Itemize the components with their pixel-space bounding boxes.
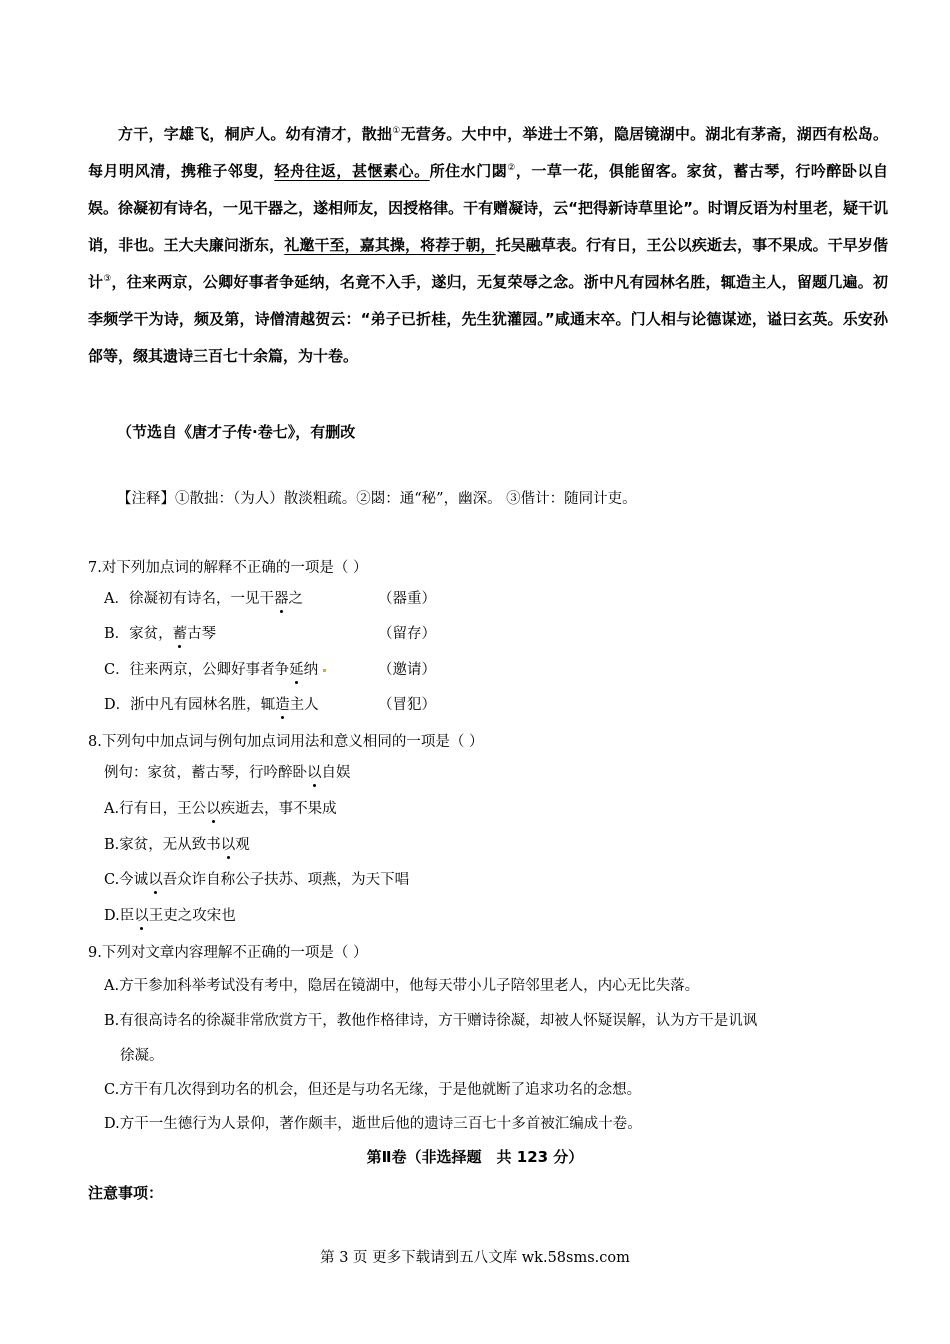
passage-text: 方干，字雄飞，桐庐人。幼有清才，散拙 xyxy=(118,125,393,143)
question-9-option-c: C.方干有几次得到功名的机会，但还是与功名无缘，于是他就断了追求功名的念想。 xyxy=(104,1082,642,1098)
question-8-option-a: A.行有日，王公以疾逝去，事不果成 xyxy=(104,797,337,818)
question-9-option-d: D.方干一生德行为人景仰，著作颇丰，逝世后他的遗诗三百七十多首被汇编成十卷。 xyxy=(104,1116,642,1132)
question-7-gloss-b: （留存） xyxy=(378,626,436,642)
question-7-option-d: D．浙中凡有园林名胜，辄造主人 xyxy=(104,693,319,714)
dotted-word: 以 xyxy=(206,797,221,818)
dotted-word: 延 xyxy=(289,658,304,679)
notes-heading: 注意事项： xyxy=(88,1184,164,1202)
question-8-example: 例句：家贫，蓄古琴，行吟醉卧以自娱 xyxy=(104,761,351,782)
question-7-gloss-d: （冒犯） xyxy=(378,697,436,713)
dotted-word: 以 xyxy=(221,833,236,854)
page-footer: 第 3 页 更多下载请到五八文库 wk.58sms.com xyxy=(320,1250,630,1266)
question-9-option-b: B.有很高诗名的徐凝非常欣赏方干，教他作格律诗，方干赠诗徐凝，却被人怀疑误解，认为方干是讥讽 xyxy=(104,1013,758,1029)
question-8-option-b: B.家贫，无从致书以观 xyxy=(104,833,250,854)
passage-text: ，一草一花，俱能留客。家贫，蓄古琴，行吟醉卧以自娱。徐凝初有诗名，一见干器之，遂相师友，因授格律。干有赠凝诗，云“把得新诗草里论”。时谓反语为村里老，疑干讥诮，非也。王大夫廉问浙东， xyxy=(88,162,888,254)
annotation-note: 【注释】①散拙：（为人）散淡粗疏。②閟：通“秘”，幽深。 ③偕计：随同计吏。 xyxy=(117,491,637,507)
dotted-word: 以 xyxy=(148,868,163,889)
question-7-gloss-c: （邀请） xyxy=(378,662,436,678)
footnote-marker-3: ③ xyxy=(103,274,112,284)
stray-mark xyxy=(323,669,326,672)
passage-text: 所住水门閟 xyxy=(429,162,508,180)
dotted-word: 器 xyxy=(274,587,289,608)
question-9-stem: 9.下列对文章内容理解不正确的一项是（ ） xyxy=(88,945,368,961)
dotted-word: 造 xyxy=(275,693,290,714)
question-7-stem: 7.对下列加点词的解释不正确的一项是（ ） xyxy=(88,560,368,576)
passage-text: 无营务。大中中，举进士不第，隐居镜湖中。湖北有茅斋，湖西有松岛。每月明风清，携稚子邻叟， xyxy=(88,125,888,180)
question-7-option-c: C．往来两京，公卿好事者争延纳 xyxy=(104,658,331,679)
footnote-marker-2: ② xyxy=(507,163,516,173)
question-8-option-c: C.今诚以吾众诈自称公子扶苏、项燕，为天下唱 xyxy=(104,868,409,889)
dotted-word: 以 xyxy=(134,904,149,925)
question-7-option-b: B．家贫，蓄古琴 xyxy=(104,622,216,643)
dotted-word: 以 xyxy=(307,761,322,782)
passage-source: （节选自《唐才子传·卷七》，有删改 xyxy=(117,423,356,441)
question-7-gloss-a: （器重） xyxy=(378,591,436,607)
question-9-option-a: A.方干参加科举考试没有考中，隐居在镜湖中，他每天带小儿子陪邻里老人，内心无比失落。 xyxy=(104,978,700,994)
section-title: 第Ⅱ卷（非选择题 共 123 分） xyxy=(366,1148,584,1166)
question-8-option-d: D.臣以王吏之攻宋也 xyxy=(104,904,236,925)
question-8-stem: 8.下列句中加点词与例句加点词用法和意义相同的一项是（ ） xyxy=(88,734,484,750)
question-9-option-b-cont: 徐凝。 xyxy=(120,1048,164,1064)
passage-text: 托吴融草表。行有日，王公以疾逝去，事不果成。干早岁偕计 xyxy=(88,236,888,291)
underlined-sentence-2: 礼邀干至，嘉其操，将荐于朝， xyxy=(284,236,496,254)
footnote-marker-1: ① xyxy=(392,126,401,136)
dotted-word: 蓄 xyxy=(173,622,188,643)
question-7-option-a: A．徐凝初有诗名，一见干器之 xyxy=(104,587,303,608)
passage-text: ，往来两京，公卿好事者争延纳，名竟不入手，遂归，无复荣辱之念。浙中凡有园林名胜，辄造主人，留题几遍。初李频学干为诗，频及第，诗僧清越贺云：“弟子已折桂，先生犹灌园。”咸通末卒。门人相与论德谋迹，谥曰玄英。乐安孙郃等，缀其遗诗三百七十余篇，为十卷。 xyxy=(88,273,888,365)
underlined-sentence-1: 轻舟往返，甚惬素心。 xyxy=(274,162,430,180)
classical-chinese-passage xyxy=(88,116,888,375)
